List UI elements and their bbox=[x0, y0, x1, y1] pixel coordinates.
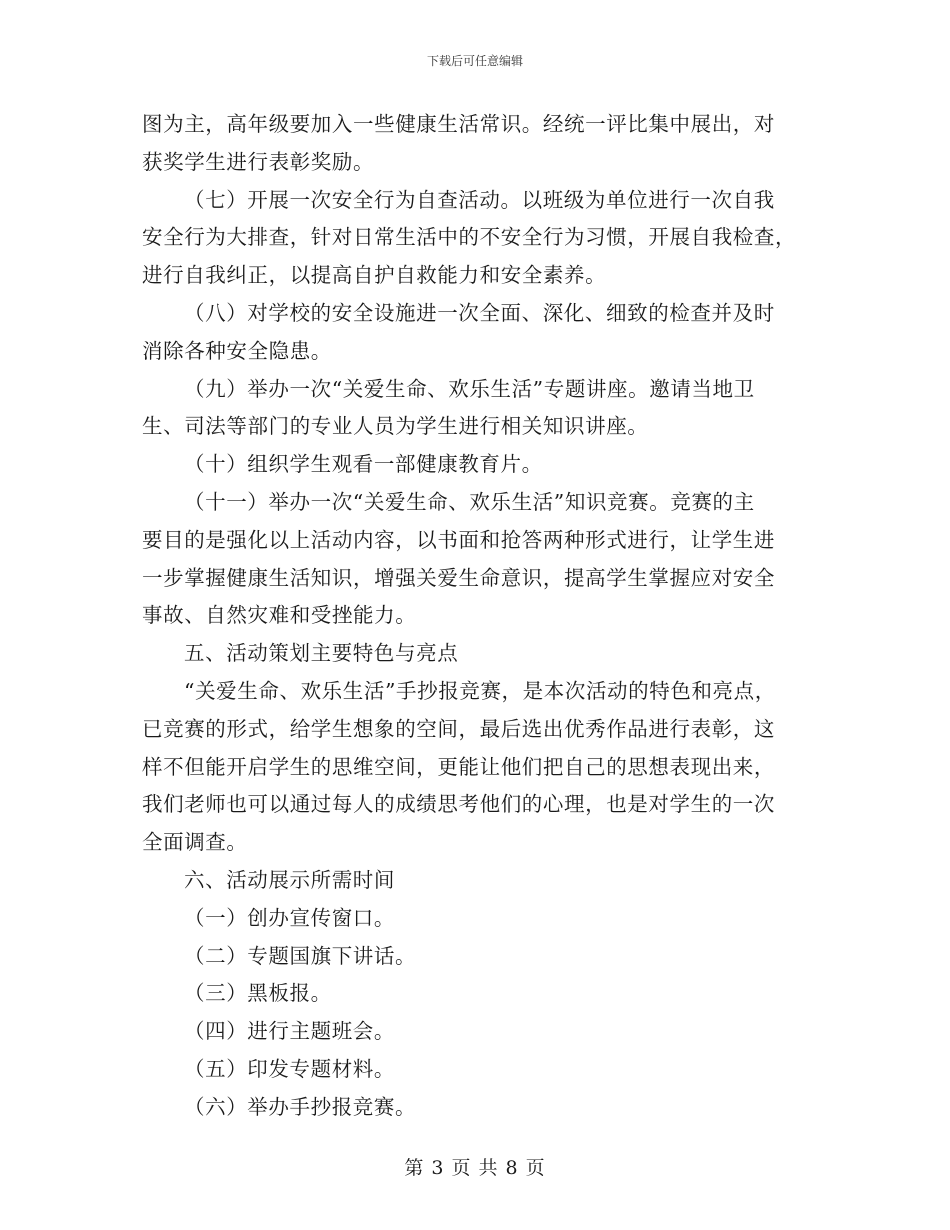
list-item: （六）举办手抄报竞赛。 bbox=[184, 1094, 417, 1119]
list-item: （二）专题国旗下讲话。 bbox=[184, 943, 417, 968]
body-line: “关爱生命、欢乐生活”手抄报竞赛，是本次活动的特色和亮点， bbox=[184, 678, 776, 703]
header-note: 下载后可任意编辑 bbox=[426, 54, 523, 68]
list-item: （五）印发专题材料。 bbox=[184, 1056, 395, 1081]
list-item: （一）创办宣传窗口。 bbox=[184, 905, 395, 930]
body-line: （十一）举办一次“关爱生命、欢乐生活”知识竞赛。竞赛的主 bbox=[184, 489, 755, 514]
body-line: 全面调查。 bbox=[142, 830, 248, 855]
section-heading: 六、活动展示所需时间 bbox=[184, 867, 395, 892]
body-line: 消除各种安全隐患。 bbox=[142, 338, 332, 363]
section-heading: 五、活动策划主要特色与亮点 bbox=[184, 641, 459, 666]
body-line: 事故、自然灾难和受挫能力。 bbox=[142, 603, 417, 628]
list-item: （三）黑板报。 bbox=[184, 981, 332, 1006]
list-item: （四）进行主题班会。 bbox=[184, 1019, 395, 1044]
body-line: 我们老师也可以通过每人的成绩思考他们的心理，也是对学生的一次 bbox=[142, 792, 775, 817]
body-line: （十）组织学生观看一部健康教育片。 bbox=[184, 452, 543, 477]
body-line: 获奖学生进行表彰奖励。 bbox=[142, 149, 375, 174]
body-line: 一步掌握健康生活知识，增强关爱生命意识，提高学生掌握应对安全 bbox=[142, 565, 775, 590]
document-body bbox=[142, 106, 814, 1127]
body-line: 进行自我纠正，以提高自护自救能力和安全素养。 bbox=[142, 263, 607, 288]
body-line: （七）开展一次安全行为自查活动。以班级为单位进行一次自我 bbox=[184, 187, 775, 212]
page-number: 第 3 页 共 8 页 bbox=[404, 1157, 546, 1179]
body-line: （八）对学校的安全设施进一次全面、深化、细致的检查并及时 bbox=[184, 300, 775, 325]
body-line: 安全行为大排查，针对日常生活中的不安全行为习惯，开展自我检查， bbox=[142, 225, 797, 250]
body-line: 已竞赛的形式，给学生想象的空间，最后选出优秀作品进行表彰，这 bbox=[142, 716, 775, 741]
body-line: 样不但能开启学生的思维空间，更能让他们把自己的思想表现出来， bbox=[142, 754, 775, 779]
body-line: 要目的是强化以上活动内容，以书面和抢答两种形式进行，让学生进 bbox=[142, 527, 775, 552]
body-line: 图为主，高年级要加入一些健康生活常识。经统一评比集中展出，对 bbox=[142, 112, 775, 136]
body-line: 生、司法等部门的专业人员为学生进行相关知识讲座。 bbox=[142, 414, 649, 439]
body-line: （九）举办一次“关爱生命、欢乐生活”专题讲座。邀请当地卫 bbox=[184, 376, 755, 401]
